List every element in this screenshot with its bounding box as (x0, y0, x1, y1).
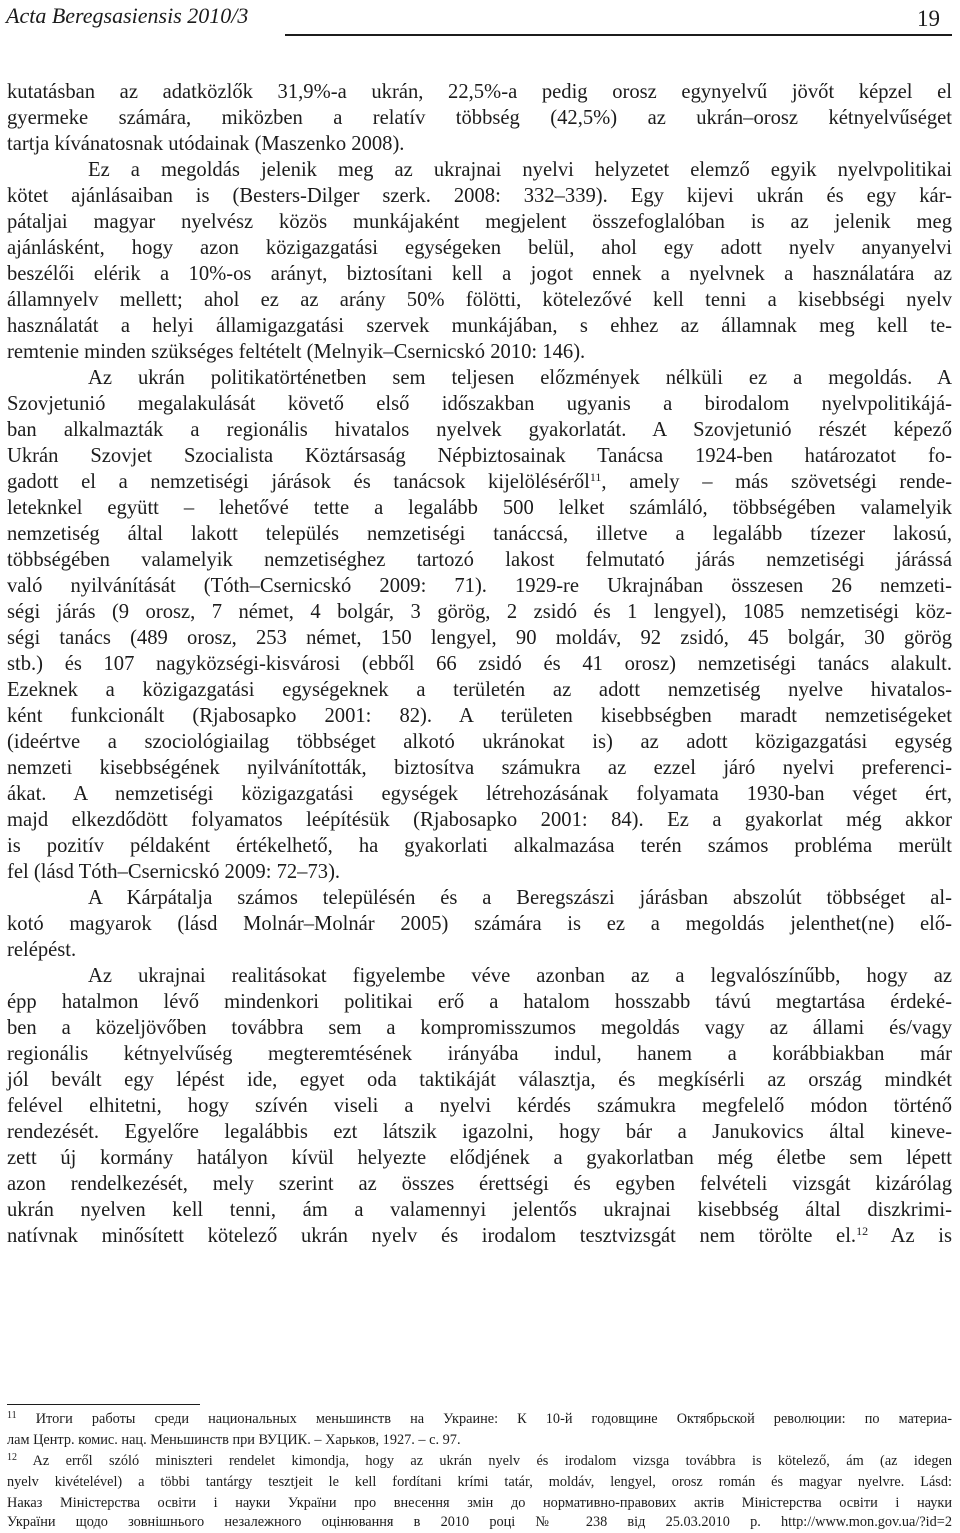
footnote-ref-11[interactable]: 11 (589, 470, 602, 484)
body-line: (ideértve a szociológiailag többséget alkotó ukránokat is) az adott közigazgatási egység (7, 731, 952, 753)
body-line: azon rendelkezését, mely szerint az összes érettségi és egyben felvételi vizsgát kizárólag (7, 1173, 952, 1195)
body-line (7, 1223, 952, 1249)
body-line: Ukrán Szovjet Szocialista Köztársaság Népbiztosainak Tanácsa 1924-ben határozatot fo- (7, 445, 952, 467)
header-rule (285, 34, 952, 36)
body-line: kötet ajánlásaiban is (Besters-Dilger szerk. 2008: 332–339). Egy kijevi ukrán és egy kár- (7, 185, 952, 207)
body-line: ségi járás (9 orosz, 7 német, 4 bolgár, 3 görög, 2 zsidó és 1 lengyel), 1085 nemzetiségi köz- (7, 601, 952, 623)
body-line: Ezeknek a közigazgatási egységeknek a területén az adott nemzetiség nyelve hivatalos- (7, 679, 952, 701)
body-line: való nyilvánítását (Tóth–Csernicskó 2009: 71). 1929-re Ukrajnában összesen 26 nemzeti- (7, 575, 952, 597)
body-line: is pozitív példaként értékelhető, ha gyakorlati alkalmazása terén számos probléma merült (7, 835, 952, 857)
body-line: tartja kívánatosnak utódainak (Maszenko 2008). (7, 133, 405, 155)
body-line: ként funkcionált (Rjabosapko 2001: 82). A területen kisebbségben maradt nemzetiségeket (7, 705, 952, 727)
body-line: leteknkel együtt – lehetővé tette a legalább 500 lelket számláló, többségében valamelyik (7, 497, 952, 519)
body-line: fel (lásd Tóth–Csernicskó 2009: 72–73). (7, 861, 341, 883)
footnote-line: nyelv kivételével) a többi tantárgy tesztjeit le kell fordítani krími tatár, moldáv, lengyel, orosz román és magyar nyelvre. Lásd: (7, 1474, 952, 1490)
body-line: nemzeti kisebbségének nyilvánították, biztosítva számukra az ezzel járó nyelvi preferenci- (7, 757, 952, 779)
footnote-11 (7, 1409, 952, 1430)
body-line: zett új kormány hatályon kívül helyezte elődjének a gyakorlatban még életbe sem lépett (7, 1147, 952, 1169)
page-number: 19 (917, 6, 940, 31)
footnote-line: Наказ Міністерства освіти і науки України про внесення змін до нормативно-правових актів Міністерства освіти і науки (7, 1495, 952, 1511)
body-line: ségi tanács (489 orosz, 253 német, 150 lengyel, 90 moldáv, 92 zsidó, 45 bolgár, 30 görög (7, 627, 952, 649)
body-line: használatát a helyi államigazgatási szervek munkájában, s ehhez az államnak meg kell te- (7, 315, 952, 337)
body-line: ajánlásként, hogy azon közigazgatási egységeken belül, ahol egy adott nyelv anyanyelvi (7, 237, 952, 259)
journal-title: Acta Beregsasiensis 2010/3 (6, 3, 249, 28)
body-line: Szovjetunió megalakulását követő első időszakban ugyanis a birodalom nyelvpolitikájá- (7, 393, 952, 415)
body-line: ban alkalmazták a regionális hivatalos nyelvek gyakorlatát. A Szovjetunió részét képező (7, 419, 952, 441)
body-line: ákat. A nemzetiségi közigazgatási egységek létrehozásának folyamata 1930-ban véget ért, (7, 783, 952, 805)
body-line: nemzetiség által lakott település nemzetiségi tanáccsá, illetve a legalább tízezer lakosú, (7, 523, 952, 545)
footnote-text: Итоги работы среди национальных меньшинств на Украине: К 10-й годовщине Октябрьской революции: по материа- (35, 1411, 953, 1427)
body-line: ben a közeljövőben továbbra sem a kompromisszumos megoldás vagy az állami és/vagy (7, 1017, 952, 1039)
line-text: Az is (890, 1225, 952, 1247)
footnote-line: України щодо зовнішнього незалежного оцінювання в 2010 році № 238 від 25.03.2010 р. http://www.mon.gov.ua/?id=2 (7, 1514, 952, 1530)
line-text: gadott el a nemzetiségi járások és tanácsok kijelöléséről (7, 471, 590, 493)
body-line: gyermeke számára, miközben a relatív többség (42,5%) az ukrán–orosz kétnyelvűséget (7, 107, 952, 129)
body-line: kotó magyarok (lásd Molnár–Molnár 2005) számára is ez a megoldás jelenthet(ne) elő- (7, 913, 952, 935)
body-line: stb.) és 107 nagyközségi-kisvárosi (ebből 66 zsidó és 41 orosz) nemzetiségi tanács alakult. (7, 653, 952, 675)
footnote-number: 11 (7, 1410, 17, 1421)
footnote-line: лам Центр. комис. нац. Меньшинств при ВУЦИК. – Харьков, 1927. – с. 97. (7, 1432, 461, 1448)
body-line (7, 469, 952, 495)
body-line: Az ukrán politikatörténetben sem teljesen előzmények nélküli ez a megoldás. A (88, 367, 952, 389)
body-line: államnyelv mellett; ahol ez az arány 50% fölötti, kötelezővé kell tenni a kisebbségi nyelv (7, 289, 952, 311)
body-line: Az ukrajnai realitásokat figyelembe véve azonban az a legvalószínűbb, hogy az (88, 965, 952, 987)
body-line: regionális kétnyelvűség megteremtésének irányába indul, hanem a korábbiakban már (7, 1043, 952, 1065)
body-line: beszélői elérik a 10%-os arányt, biztosítani kell a jogot ennek a nyelvnek a használatára az (7, 263, 952, 285)
footnote-number: 12 (7, 1452, 17, 1463)
body-line: pátaljai magyar nyelvész közös munkájaként megjelent összefoglalóban is az jelenik meg (7, 211, 952, 233)
footnote-12 (7, 1451, 952, 1472)
body-line: jól bevált egy lépést ide, egyet oda taktikáját választja, és megkísérli az ország mindkét (7, 1069, 952, 1091)
body-line: A Kárpátalja számos településén és a Beregszászi járásban abszolút többséget al- (88, 887, 952, 909)
body-line: épp hatalmon lévő mindenkori politikai erő a hatalom hosszabb távú megtartása érdeké- (7, 991, 952, 1013)
body-line: ukrán nyelven kell tenni, ám a valamennyi jelentős ukrajnai kisebbség által diszkrimi- (7, 1199, 952, 1221)
line-text: , amely – más szövetségi rende- (601, 471, 952, 493)
body-line: felével elhitetni, hogy szívén viseli a nyelvi kérdés számukra megfelelő módon történő (7, 1095, 952, 1117)
body-line: Ez a megoldás jelenik meg az ukrajnai nyelvi helyzetet elemző egyik nyelvpolitikai (88, 159, 952, 181)
body-line: kutatásban az adatközlők 31,9%-a ukrán, 22,5%-a pedig orosz egynyelvű jövőt képzel el (7, 81, 952, 103)
body-line: relépést. (7, 939, 77, 961)
line-text: natívnak minősített kötelező ukrán nyelv és irodalom tesztvizsgát nem törölte el. (7, 1225, 857, 1247)
body-line: remtenie minden szükséges feltételt (Melnyik–Csernicskó 2010: 146). (7, 341, 586, 363)
footnote-rule (7, 1404, 200, 1405)
body-line: rendezését. Egyelőre legalábbis ezt látszik igazolni, hogy bár a Janukovics által kineve- (7, 1121, 952, 1143)
body-line: többségében valamelyik nemzetiséghez tartozó lakost felmutató járás nemzetiségi járássá (7, 549, 952, 571)
footnote-ref-12[interactable]: 12 (856, 1224, 869, 1238)
footnote-text: Az erről szóló miniszteri rendelet kimondja, hogy az ukrán nyelv és irodalom vizsga továbbra is kötelező, ám (az idegen (32, 1453, 952, 1469)
body-line: majd elkezdődött folyamatos leépítésük (Rjabosapko 2001: 84). Ez a gyakorlat még akkor (7, 809, 952, 831)
